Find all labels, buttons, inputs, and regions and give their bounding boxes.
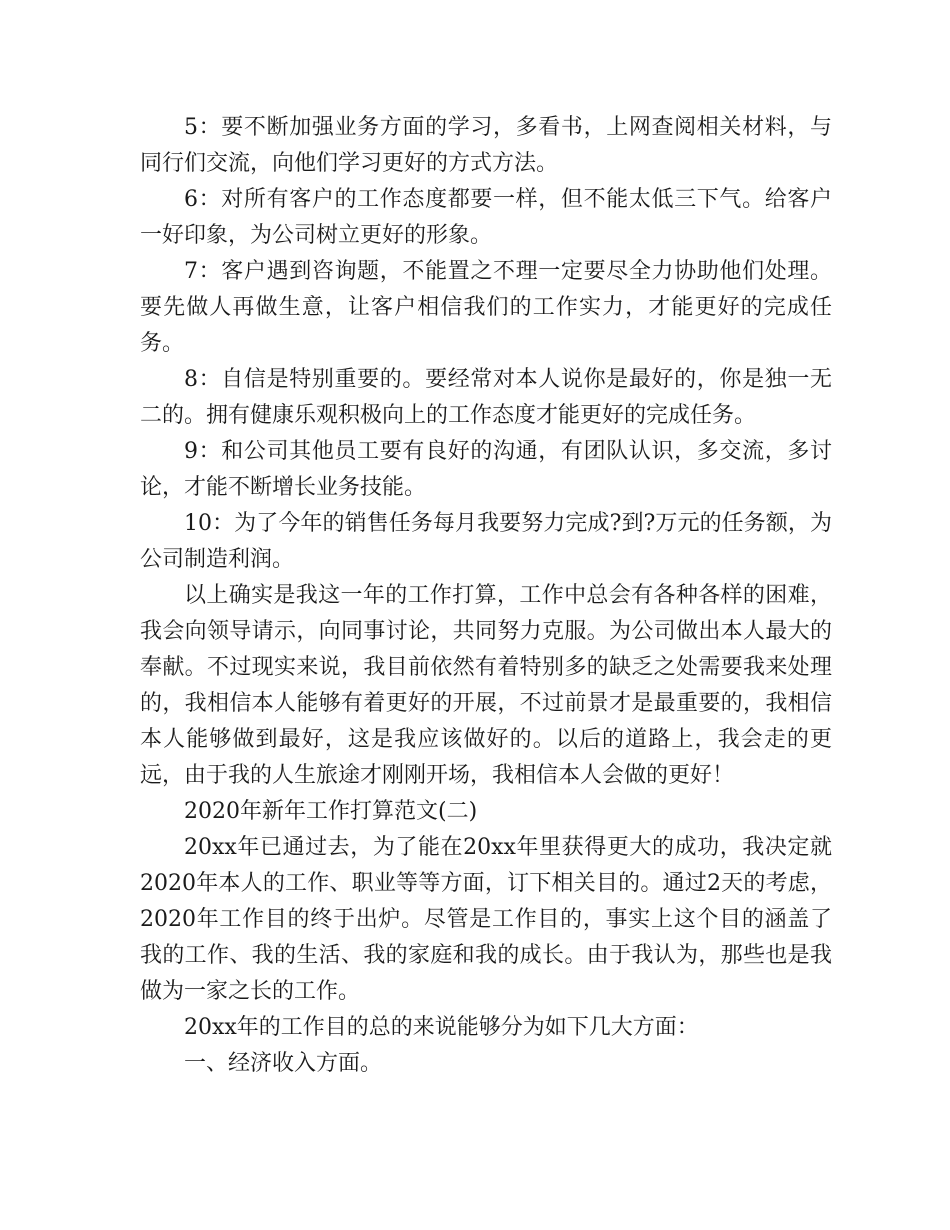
paragraph-economic-heading: 一、经济收入方面。 [184, 1051, 383, 1076]
paragraph-item-7: 7：客户遇到咨询题，不能置之不理一定要尽全力协助他们处理。要先做人再做生意，让客户相信我们的工作实力，才能更好的完成任务。 [140, 259, 832, 356]
paragraph-goals-overview: 20xx年的工作目的总的来说能够分为如下几大方面： [184, 1015, 699, 1040]
section-heading: 2020年新年工作打算范文(二) [184, 799, 478, 824]
paragraph-summary: 以上确实是我这一年的工作打算，工作中总会有各种各样的困难，我会向领导请示，向同事讨论，共同努力克服。为公司做出本人最大的奉献。不过现实来说，我目前依然有着特别多的缺乏之处需要我来处理的，我相信本人能够有着更好的开展，不过前景才是最重要的，我相信本人能够做到最好，这是我应该做好的。以后的道路上，我会走的更远，由于我的人生旅途才刚刚开场，我相信本人会做的更好！ [140, 583, 832, 788]
paragraph-item-5: 5：要不断加强业务方面的学习，多看书，上网查阅相关材料，与同行们交流，向他们学习更好的方式方法。 [140, 115, 832, 176]
paragraph-item-8: 8：自信是特别重要的。要经常对本人说你是最好的，你是独一无二的。拥有健康乐观积极向上的工作态度才能更好的完成任务。 [140, 367, 832, 428]
document-body [140, 110, 832, 1082]
paragraph-item-9: 9：和公司其他员工要有良好的沟通，有团队认识，多交流，多讨论，才能不断增长业务技能。 [140, 439, 832, 500]
paragraph-intro: 20xx年已通过去，为了能在20xx年里获得更大的成功，我决定就2020年本人的工作、职业等等方面，订下相关目的。通过2天的考虑，2020年工作目的终于出炉。尽管是工作目的，事实上这个目的涵盖了我的工作、我的生活、我的家庭和我的成长。由于我认为，那些也是我做为一家之长的工作。 [140, 835, 832, 1004]
paragraph-item-10: 10：为了今年的销售任务每月我要努力完成?到?万元的任务额，为公司制造利润。 [140, 511, 832, 572]
paragraph-item-6: 6：对所有客户的工作态度都要一样，但不能太低三下气。给客户一好印象，为公司树立更好的形象。 [140, 187, 832, 248]
